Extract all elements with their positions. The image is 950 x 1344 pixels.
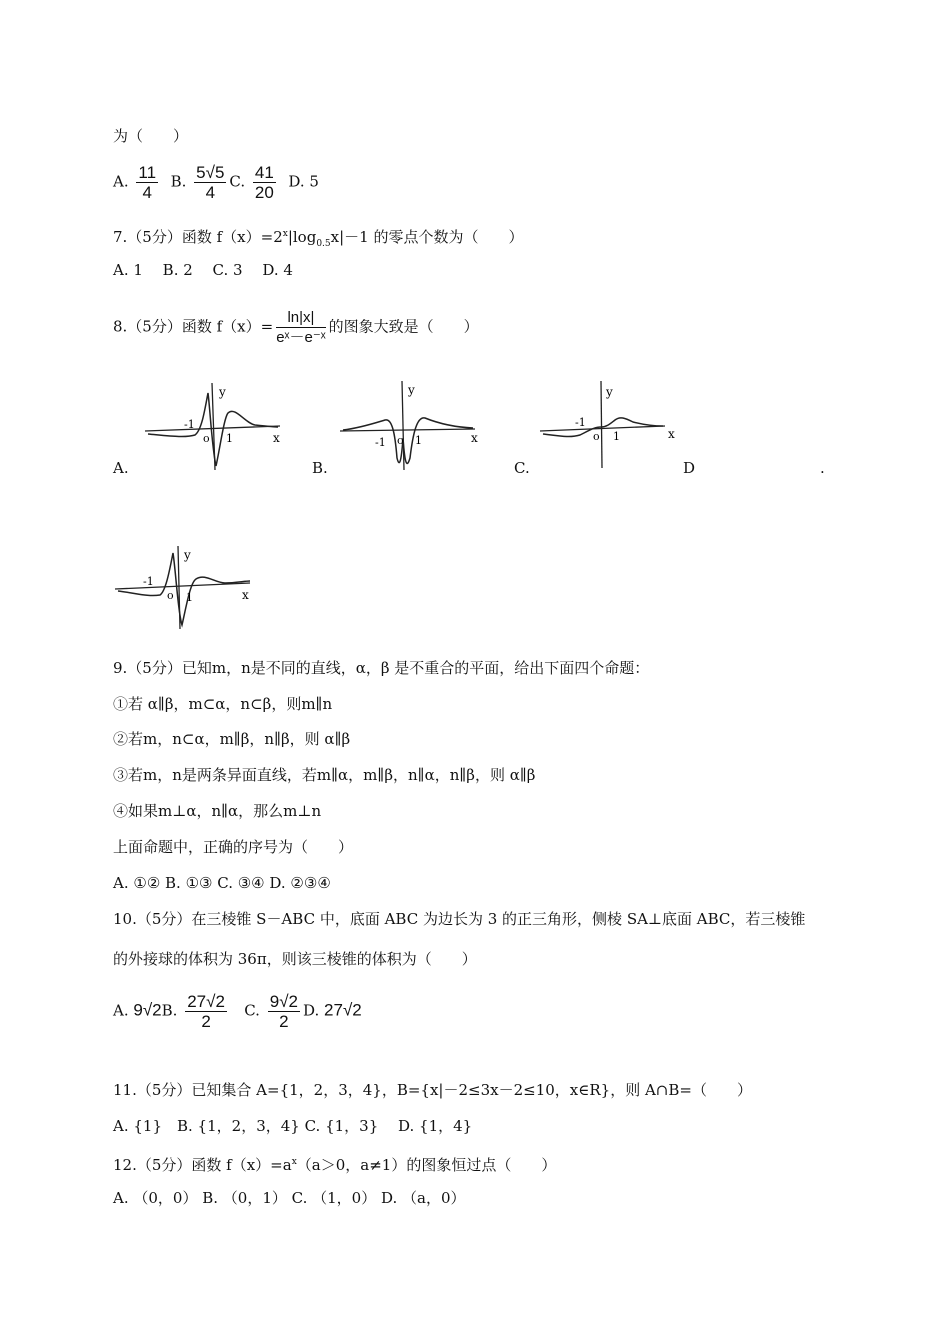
q6-opt-a-den: 4 [142,183,152,202]
q6-opt-b-frac [194,163,226,202]
q10-opt-d: 27√2 [324,1000,362,1020]
q7-text-a: 7.（5分）函数 f（x）=2 [113,228,283,246]
q9-ask: 上面命题中，正确的序号为（ ） [113,838,354,856]
q9-stem: 9.（5分）已知m，n是不同的直线，α，β 是不重合的平面，给出下面四个命题： [113,659,650,677]
graph-c-y-axis [601,381,602,468]
q8-frac-num: ln|x| [276,308,325,328]
graph-b-neg1: -1 [375,436,386,449]
q6-opt-b-den: 4 [205,183,216,202]
q12-sup: x [291,1157,297,1167]
q6-opt-c-label: C. [229,172,246,191]
q7-sup: x [282,229,288,239]
q10-opt-b-label: B. [161,1001,178,1020]
q10-line-1: 10.（5分）在三棱锥 S－ABC 中，底面 ABC 为边长为 3 的正三角形，侧棱 SA⊥底面 ABC，若三棱锥 [113,910,806,928]
q10-line-2: 的外接球的体积为 36π，则该三棱锥的体积为（ ） [113,950,477,968]
q8-graph-d [110,543,265,633]
q9-proposition-3: ③若m，n是两条异面直线，若m∥α，m∥β，n∥α，n∥β，则 α∥β [113,766,536,784]
graph-b-y-axis [402,381,404,470]
q10-opt-b-den: 2 [201,1012,211,1031]
q12-options: A. （0，0） B. （0，1） C. （1，0） D. （a，0） [113,1189,466,1207]
q11-stem: 11.（5分）已知集合 A={1，2，3，4}，B={x|－2≤3x－2≤10，x∈R}，则 A∩B=（ ） [113,1081,752,1099]
q9-proposition-2: ②若m，n⊂α，m∥β，n∥β，则 α∥β [113,730,351,748]
graph-b-x-axis [340,429,475,431]
q7-options: A. 1 B. 2 C. 3 D. 4 [113,261,293,279]
graph-b-x-label: x [471,431,478,445]
graph-b-y-label: y [408,383,415,397]
graph-a-x-label: x [273,431,280,445]
q10-opt-c-num: 9√2 [269,992,298,1011]
q8-text-a: 8.（5分）函数 f（x）= [113,317,274,336]
q6-opt-d: D. 5 [288,172,319,191]
graph-a-y-label: y [219,385,226,399]
q6-options [113,163,319,202]
q10-opt-d-label: D. [302,1001,320,1020]
q12-stem [113,1152,556,1175]
graph-c-x-label: x [668,427,675,441]
q8-opt-a: A. [113,459,129,477]
q8-graph-b [335,378,490,473]
q8-frac [276,308,325,347]
q9-options: A. ①② B. ①③ C. ③④ D. ②③④ [113,874,331,892]
graph-c-y-label: y [606,385,613,399]
q6-opt-c-den: 20 [254,183,274,202]
q10-opt-c-den: 2 [279,1012,289,1031]
q7-text-b: |log [287,228,317,246]
graph-d-x-label: x [242,588,249,602]
q10-options [113,992,362,1031]
q7-sub: 0.5 [316,239,331,249]
graph-c-1: 1 [613,430,620,443]
q7-stem [113,224,523,254]
q6-opt-b-num: 5√5 [196,163,225,182]
q6-opt-a-label: A. [113,172,129,191]
q8-opt-b: B. [312,459,328,477]
q10-opt-c-label: C. [244,1001,260,1020]
q8-graph-c [535,378,690,473]
graph-c-o: o [593,430,600,443]
graph-b-curve [343,418,473,464]
graph-d-neg1: -1 [143,575,154,588]
graph-b-o: o [397,434,404,447]
graph-c-neg1: -1 [575,416,586,429]
q6-opt-c-frac [253,163,276,202]
graph-a-o: o [203,432,210,445]
graph-d-x-axis [115,583,250,589]
graph-d-curve [118,553,250,625]
q8-opt-d: D [683,459,696,477]
q6-opt-a-num: 11 [138,163,157,182]
q10-opt-c-frac [268,992,300,1031]
q6-opt-b-label: B. [170,172,187,191]
q8-graph-a [140,378,295,473]
q11-options: A. {1} B. {1，2，3，4} C. {1，3} D. {1，4} [113,1117,473,1135]
q8-text-b: 的图象大致是（ ） [328,317,479,336]
q6-opt-a-frac [136,163,158,202]
graph-a-neg1: -1 [184,418,195,431]
graph-a-x-axis [145,426,280,431]
q6-opt-c-num: 41 [254,163,274,182]
q7-text-c: x|－1 的零点个数为（ ） [330,228,524,246]
q8-frac-den: eˣ－e⁻ˣ [276,329,326,346]
q9-proposition-1: ①若 α∥β，m⊂α，n⊂β，则m∥n [113,695,333,713]
q9-proposition-4: ④如果m⊥α，n∥α，那么m⊥n [113,802,322,820]
q10-opt-b-num: 27√2 [187,992,225,1011]
q12-text-b: （a＞0，a≠1）的图象恒过点（ ） [296,1156,557,1174]
q8-stem [113,308,479,347]
q10-opt-a: 9√2 [133,1000,162,1020]
graph-d-y-label: y [184,548,191,562]
graph-d-1: 1 [186,591,193,604]
q10-opt-a-label: A. [113,1001,129,1020]
graph-b-1: 1 [415,434,422,447]
q6-tail: 为（ ） [113,127,189,145]
graph-d-o: o [167,589,174,602]
q8-opt-c: C. [514,459,530,477]
graph-a-1: 1 [226,432,233,445]
q12-text-a: 12.（5分）函数 f（x）=a [113,1156,292,1174]
q8-opt-d-dot: . [820,459,825,477]
q10-opt-b-frac [185,992,227,1031]
